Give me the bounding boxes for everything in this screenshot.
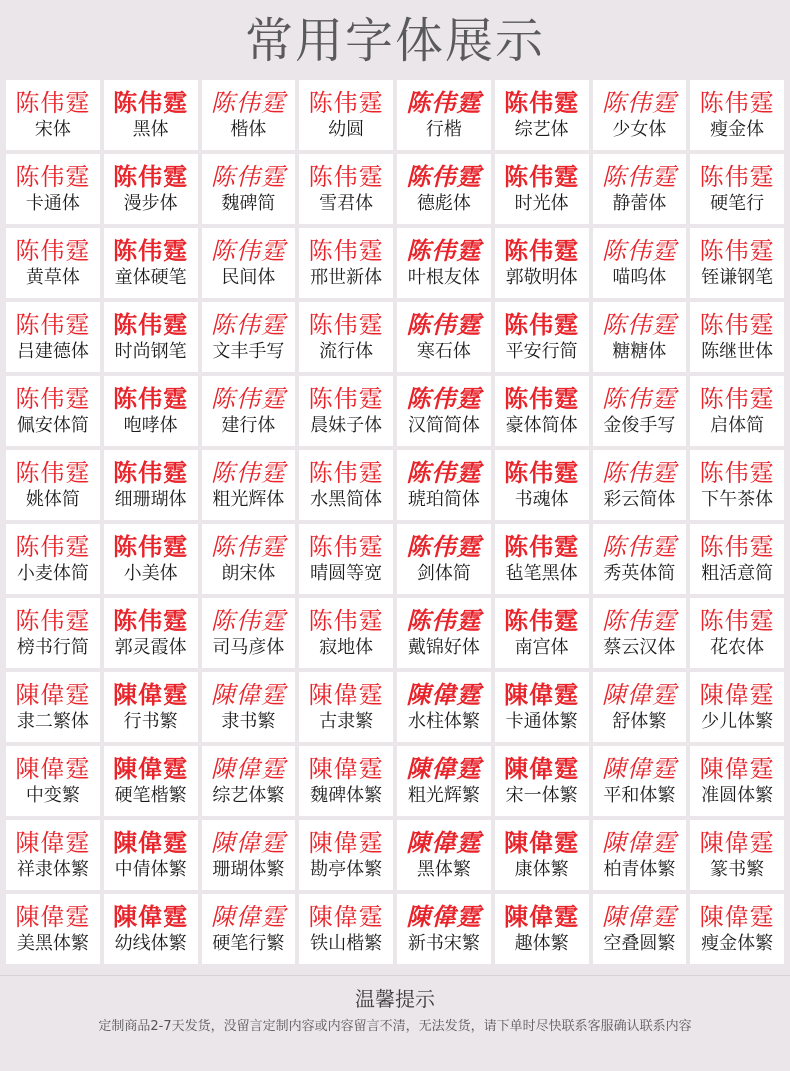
font-sample-card	[495, 894, 589, 964]
font-name-label: 邢世新体	[310, 267, 383, 288]
font-name-label: 粗光辉体	[212, 489, 285, 510]
font-name-label: 平和体繁	[603, 785, 676, 806]
font-sample-card	[104, 302, 198, 372]
font-name-label: 瘦金体	[710, 119, 765, 140]
font-name-label: 佩安体简	[16, 415, 89, 436]
font-sample-text: 陈伟霆	[601, 237, 677, 265]
font-sample-card	[397, 450, 491, 520]
font-name-label: 康体繁	[514, 859, 569, 880]
font-sample-card	[6, 302, 100, 372]
font-name-label: 花农体	[710, 637, 765, 658]
font-name-label: 蔡云汉体	[603, 637, 676, 658]
font-sample-card	[690, 376, 784, 446]
font-sample-text: 陳偉霆	[113, 681, 189, 709]
font-name-label: 新书宋繁	[407, 933, 480, 954]
font-sample-card	[104, 820, 198, 890]
font-sample-text: 陈伟霆	[308, 163, 384, 191]
font-sample-card	[397, 524, 491, 594]
font-sample-text: 陈伟霆	[504, 163, 580, 191]
font-name-label: 魏碑简	[221, 193, 276, 214]
font-sample-card	[397, 746, 491, 816]
font-sample-text: 陈伟霆	[406, 163, 482, 191]
font-sample-card	[299, 302, 393, 372]
font-sample-card	[6, 154, 100, 224]
font-sample-text: 陳偉霆	[699, 755, 775, 783]
font-sample-text: 陈伟霆	[113, 459, 189, 487]
font-name-label: 民间体	[221, 267, 276, 288]
page-title: 常用字体展示	[244, 13, 545, 69]
font-sample-text: 陈伟霆	[113, 311, 189, 339]
font-name-label: 少儿体繁	[701, 711, 774, 732]
font-name-label: 综艺体	[514, 119, 569, 140]
font-sample-text: 陈伟霆	[15, 89, 91, 117]
font-name-label: 时光体	[514, 193, 569, 214]
font-name-label: 隶二繁体	[16, 711, 89, 732]
font-sample-text: 陈伟霆	[210, 311, 286, 339]
font-name-label: 秀英体简	[603, 563, 676, 584]
font-sample-text: 陈伟霆	[699, 385, 775, 413]
font-sample-text: 陈伟霆	[210, 533, 286, 561]
font-name-label: 咆哮体	[123, 415, 178, 436]
font-sample-card	[690, 450, 784, 520]
font-sample-text: 陈伟霆	[699, 237, 775, 265]
font-sample-card	[104, 450, 198, 520]
font-sample-card	[6, 450, 100, 520]
font-sample-text: 陈伟霆	[308, 385, 384, 413]
font-name-label: 静蕾体	[612, 193, 667, 214]
font-name-label: 铚谦钢笔	[701, 267, 774, 288]
font-sample-card	[593, 80, 687, 150]
font-sample-text: 陳偉霆	[308, 755, 384, 783]
font-name-label: 硬笔行繁	[212, 933, 285, 954]
font-sample-card	[202, 228, 296, 298]
font-sample-card	[593, 672, 687, 742]
font-sample-text: 陈伟霆	[601, 459, 677, 487]
font-sample-text: 陈伟霆	[504, 237, 580, 265]
font-sample-card	[6, 228, 100, 298]
font-sample-text: 陳偉霆	[504, 681, 580, 709]
font-sample-text: 陈伟霆	[113, 385, 189, 413]
font-name-label: 趣体繁	[514, 933, 569, 954]
font-sample-text: 陳偉霆	[15, 903, 91, 931]
font-sample-card	[299, 154, 393, 224]
font-sample-text: 陈伟霆	[601, 311, 677, 339]
font-sample-card	[202, 302, 296, 372]
font-name-label: 水黑简体	[310, 489, 383, 510]
font-sample-text: 陳偉霆	[504, 903, 580, 931]
font-sample-text: 陳偉霆	[699, 903, 775, 931]
font-sample-card	[495, 820, 589, 890]
font-name-label: 琥珀简体	[407, 489, 480, 510]
font-sample-card	[6, 894, 100, 964]
font-sample-text: 陳偉霆	[210, 755, 286, 783]
font-name-label: 细珊瑚体	[114, 489, 187, 510]
font-sample-text: 陈伟霆	[406, 311, 482, 339]
font-sample-text: 陈伟霆	[504, 311, 580, 339]
font-sample-text: 陈伟霆	[113, 237, 189, 265]
font-sample-text: 陈伟霆	[504, 459, 580, 487]
font-sample-text: 陳偉霆	[601, 681, 677, 709]
font-name-label: 陈继世体	[701, 341, 774, 362]
font-sample-text: 陈伟霆	[601, 89, 677, 117]
font-sample-text: 陳偉霆	[15, 755, 91, 783]
font-sample-text: 陳偉霆	[601, 829, 677, 857]
font-sample-card	[593, 746, 687, 816]
font-sample-card	[690, 598, 784, 668]
font-name-label: 剑体简	[416, 563, 471, 584]
font-sample-text: 陈伟霆	[699, 459, 775, 487]
font-name-label: 糖糖体	[612, 341, 667, 362]
font-sample-text: 陈伟霆	[15, 163, 91, 191]
font-sample-text: 陈伟霆	[15, 311, 91, 339]
font-sample-card	[104, 376, 198, 446]
font-name-label: 行楷	[425, 119, 462, 140]
font-sample-card	[202, 154, 296, 224]
font-name-label: 幼圆	[328, 119, 365, 140]
font-sample-text: 陈伟霆	[406, 533, 482, 561]
font-sample-card	[593, 894, 687, 964]
notice-title: 温馨提示	[355, 987, 435, 1011]
font-sample-card	[299, 80, 393, 150]
font-sample-text: 陈伟霆	[15, 607, 91, 635]
font-sample-text: 陈伟霆	[15, 459, 91, 487]
font-sample-text: 陳偉霆	[504, 829, 580, 857]
font-sample-text: 陈伟霆	[308, 311, 384, 339]
font-sample-card	[299, 524, 393, 594]
font-name-label: 空叠圆繁	[603, 933, 676, 954]
notice-section	[0, 982, 790, 1052]
font-sample-text: 陳偉霆	[113, 829, 189, 857]
font-sample-card	[690, 746, 784, 816]
font-sample-text: 陈伟霆	[699, 89, 775, 117]
font-sample-card	[397, 672, 491, 742]
font-sample-text: 陳偉霆	[210, 681, 286, 709]
font-name-label: 彩云简体	[603, 489, 676, 510]
font-sample-text: 陳偉霆	[601, 903, 677, 931]
font-name-label: 篆书繁	[710, 859, 765, 880]
font-sample-card	[495, 302, 589, 372]
font-name-label: 瘦金体繁	[701, 933, 774, 954]
font-name-label: 粗光辉繁	[407, 785, 480, 806]
font-sample-text: 陈伟霆	[406, 89, 482, 117]
font-sample-card	[397, 154, 491, 224]
font-sample-card	[299, 894, 393, 964]
font-sample-text: 陳偉霆	[113, 755, 189, 783]
font-name-label: 喵呜体	[612, 267, 667, 288]
font-name-label: 戴锦好体	[407, 637, 480, 658]
font-sample-card	[593, 598, 687, 668]
font-sample-card	[299, 820, 393, 890]
font-name-label: 黑体	[132, 119, 169, 140]
font-sample-text: 陳偉霆	[601, 755, 677, 783]
font-name-label: 童体硬笔	[114, 267, 187, 288]
font-sample-text: 陈伟霆	[308, 89, 384, 117]
font-name-label: 粗活意简	[701, 563, 774, 584]
font-name-label: 小麦体简	[16, 563, 89, 584]
font-sample-card	[6, 524, 100, 594]
font-name-label: 水柱体繁	[407, 711, 480, 732]
font-sample-card	[202, 894, 296, 964]
font-sample-card	[202, 376, 296, 446]
font-sample-card	[104, 228, 198, 298]
font-sample-text: 陳偉霆	[699, 829, 775, 857]
font-sample-card	[593, 376, 687, 446]
font-sample-text: 陳偉霆	[308, 829, 384, 857]
font-sample-text: 陈伟霆	[406, 385, 482, 413]
font-sample-card	[299, 376, 393, 446]
font-sample-card	[495, 450, 589, 520]
font-sample-text: 陈伟霆	[601, 385, 677, 413]
font-name-label: 金俊手写	[603, 415, 676, 436]
font-sample-card	[299, 450, 393, 520]
font-name-label: 寂地体	[319, 637, 374, 658]
font-sample-text: 陈伟霆	[699, 163, 775, 191]
font-sample-text: 陈伟霆	[210, 237, 286, 265]
font-sample-text: 陈伟霆	[210, 163, 286, 191]
font-sample-card	[397, 598, 491, 668]
font-name-label: 启体简	[710, 415, 765, 436]
notice-text: 定制商品2-7天发货，没留言定制内容或内容留言不清，无法发货，请下单时尽快联系客服确认联系内容	[98, 1019, 692, 1034]
font-sample-card	[6, 820, 100, 890]
font-sample-text: 陳偉霆	[210, 903, 286, 931]
font-sample-card	[6, 80, 100, 150]
font-sample-text: 陈伟霆	[210, 459, 286, 487]
font-sample-text: 陈伟霆	[113, 163, 189, 191]
font-sample-text: 陳偉霆	[406, 903, 482, 931]
font-name-label: 文丰手写	[212, 341, 285, 362]
font-name-label: 小美体	[123, 563, 178, 584]
font-sample-text: 陈伟霆	[601, 607, 677, 635]
font-sample-card	[690, 80, 784, 150]
font-sample-card	[593, 228, 687, 298]
font-sample-card	[495, 746, 589, 816]
font-name-label: 书魂体	[514, 489, 569, 510]
font-sample-text: 陈伟霆	[601, 163, 677, 191]
font-sample-text: 陈伟霆	[406, 607, 482, 635]
font-sample-text: 陳偉霆	[406, 829, 482, 857]
font-sample-card	[495, 80, 589, 150]
font-name-label: 叶根友体	[407, 267, 480, 288]
font-sample-text: 陈伟霆	[113, 89, 189, 117]
font-sample-text: 陈伟霆	[699, 607, 775, 635]
font-sample-card	[6, 598, 100, 668]
font-sample-text: 陈伟霆	[210, 607, 286, 635]
font-sample-card	[6, 672, 100, 742]
font-sample-text: 陈伟霆	[210, 89, 286, 117]
font-name-label: 铁山楷繁	[310, 933, 383, 954]
font-name-label: 魏碑体繁	[310, 785, 383, 806]
font-sample-text: 陈伟霆	[406, 459, 482, 487]
font-sample-text: 陳偉霆	[15, 829, 91, 857]
font-sample-card	[104, 746, 198, 816]
font-sample-text: 陳偉霆	[406, 681, 482, 709]
font-name-label: 黑体繁	[416, 859, 471, 880]
font-sample-text: 陳偉霆	[504, 755, 580, 783]
font-sample-card	[593, 302, 687, 372]
font-name-label: 姚体简	[25, 489, 80, 510]
font-sample-text: 陈伟霆	[406, 237, 482, 265]
font-name-label: 晨妹子体	[310, 415, 383, 436]
font-sample-card	[104, 154, 198, 224]
font-sample-card	[397, 894, 491, 964]
font-sample-card	[202, 672, 296, 742]
font-sample-card	[202, 524, 296, 594]
font-name-label: 郭灵霞体	[114, 637, 187, 658]
font-sample-card	[202, 820, 296, 890]
font-sample-card	[495, 598, 589, 668]
font-name-label: 晴圆等宽	[310, 563, 383, 584]
font-name-label: 德彪体	[416, 193, 471, 214]
font-name-label: 豪体简体	[505, 415, 578, 436]
font-sample-text: 陈伟霆	[210, 385, 286, 413]
font-sample-card	[593, 154, 687, 224]
font-name-label: 下午茶体	[701, 489, 774, 510]
font-sample-card	[495, 672, 589, 742]
font-sample-card	[6, 746, 100, 816]
font-sample-card	[202, 450, 296, 520]
font-sample-card	[690, 302, 784, 372]
font-name-label: 司马彦体	[212, 637, 285, 658]
font-sample-card	[397, 302, 491, 372]
font-name-label: 楷体	[230, 119, 267, 140]
font-sample-card	[690, 228, 784, 298]
font-name-label: 朗宋体	[221, 563, 276, 584]
font-sample-text: 陈伟霆	[504, 385, 580, 413]
font-name-label: 硬笔行	[710, 193, 765, 214]
font-sample-text: 陈伟霆	[15, 533, 91, 561]
font-name-label: 汉简简体	[407, 415, 480, 436]
font-name-label: 卡通体繁	[505, 711, 578, 732]
font-sample-text: 陈伟霆	[699, 533, 775, 561]
font-sample-text: 陈伟霆	[504, 533, 580, 561]
font-sample-text: 陈伟霆	[308, 533, 384, 561]
font-sample-card	[690, 672, 784, 742]
font-sample-text: 陈伟霆	[601, 533, 677, 561]
font-name-label: 卡通体	[25, 193, 80, 214]
font-sample-text: 陈伟霆	[504, 607, 580, 635]
font-sample-card	[202, 80, 296, 150]
font-sample-text: 陈伟霆	[308, 607, 384, 635]
font-sample-card	[690, 154, 784, 224]
font-sample-card	[104, 80, 198, 150]
font-name-label: 平安行简	[505, 341, 578, 362]
font-sample-card	[690, 820, 784, 890]
font-sample-card	[299, 672, 393, 742]
font-name-label: 硬笔楷繁	[114, 785, 187, 806]
font-sample-text: 陈伟霆	[113, 533, 189, 561]
font-name-label: 毡笔黑体	[505, 563, 578, 584]
font-name-label: 祥隶体繁	[16, 859, 89, 880]
font-sample-text: 陳偉霆	[113, 903, 189, 931]
font-sample-grid	[6, 80, 784, 964]
font-sample-card	[299, 228, 393, 298]
font-name-label: 黄草体	[25, 267, 80, 288]
font-sample-text: 陳偉霆	[15, 681, 91, 709]
font-name-label: 勘亭体繁	[310, 859, 383, 880]
font-sample-text: 陳偉霆	[210, 829, 286, 857]
font-name-label: 郭敬明体	[505, 267, 578, 288]
divider	[0, 975, 790, 976]
font-name-label: 漫步体	[123, 193, 178, 214]
font-sample-text: 陈伟霆	[504, 89, 580, 117]
font-sample-card	[104, 598, 198, 668]
font-sample-card	[690, 524, 784, 594]
font-sample-card	[397, 376, 491, 446]
font-sample-card	[397, 228, 491, 298]
font-name-label: 古隶繁	[319, 711, 374, 732]
font-sample-text: 陳偉霆	[308, 903, 384, 931]
font-sample-card	[495, 524, 589, 594]
font-name-label: 舒体繁	[612, 711, 667, 732]
font-name-label: 柏青体繁	[603, 859, 676, 880]
font-sample-text: 陳偉霆	[699, 681, 775, 709]
font-sample-card	[495, 376, 589, 446]
font-sample-text: 陈伟霆	[308, 459, 384, 487]
font-sample-text: 陈伟霆	[113, 607, 189, 635]
font-name-label: 准圆体繁	[701, 785, 774, 806]
font-sample-card	[6, 376, 100, 446]
font-name-label: 吕建德体	[16, 341, 89, 362]
font-sample-card	[104, 672, 198, 742]
font-name-label: 宋体	[34, 119, 71, 140]
font-sample-card	[202, 598, 296, 668]
font-sample-card	[202, 746, 296, 816]
font-name-label: 综艺体繁	[212, 785, 285, 806]
font-sample-text: 陈伟霆	[15, 237, 91, 265]
font-sample-card	[593, 450, 687, 520]
font-sample-text: 陈伟霆	[308, 237, 384, 265]
font-name-label: 中倩体繁	[114, 859, 187, 880]
font-name-label: 南宫体	[514, 637, 569, 658]
font-name-label: 榜书行简	[16, 637, 89, 658]
font-name-label: 寒石体	[416, 341, 471, 362]
font-sample-card	[690, 894, 784, 964]
font-sample-text: 陈伟霆	[15, 385, 91, 413]
font-sample-card	[397, 80, 491, 150]
font-name-label: 隶书繁	[221, 711, 276, 732]
font-sample-text: 陳偉霆	[406, 755, 482, 783]
font-name-label: 建行体	[221, 415, 276, 436]
font-name-label: 流行体	[319, 341, 374, 362]
font-name-label: 行书繁	[123, 711, 178, 732]
font-name-label: 中变繁	[25, 785, 80, 806]
font-sample-card	[495, 228, 589, 298]
font-sample-card	[593, 820, 687, 890]
font-name-label: 宋一体繁	[505, 785, 578, 806]
font-sample-card	[104, 894, 198, 964]
font-sample-card	[593, 524, 687, 594]
font-sample-text: 陳偉霆	[308, 681, 384, 709]
font-name-label: 幼线体繁	[114, 933, 187, 954]
font-sample-card	[495, 154, 589, 224]
font-sample-card	[397, 820, 491, 890]
font-name-label: 时尚钢笔	[114, 341, 187, 362]
font-name-label: 美黑体繁	[16, 933, 89, 954]
font-name-label: 珊瑚体繁	[212, 859, 285, 880]
font-sample-text: 陈伟霆	[699, 311, 775, 339]
font-sample-card	[299, 746, 393, 816]
font-sample-card	[299, 598, 393, 668]
font-name-label: 雪君体	[319, 193, 374, 214]
font-sample-card	[104, 524, 198, 594]
font-name-label: 少女体	[612, 119, 667, 140]
